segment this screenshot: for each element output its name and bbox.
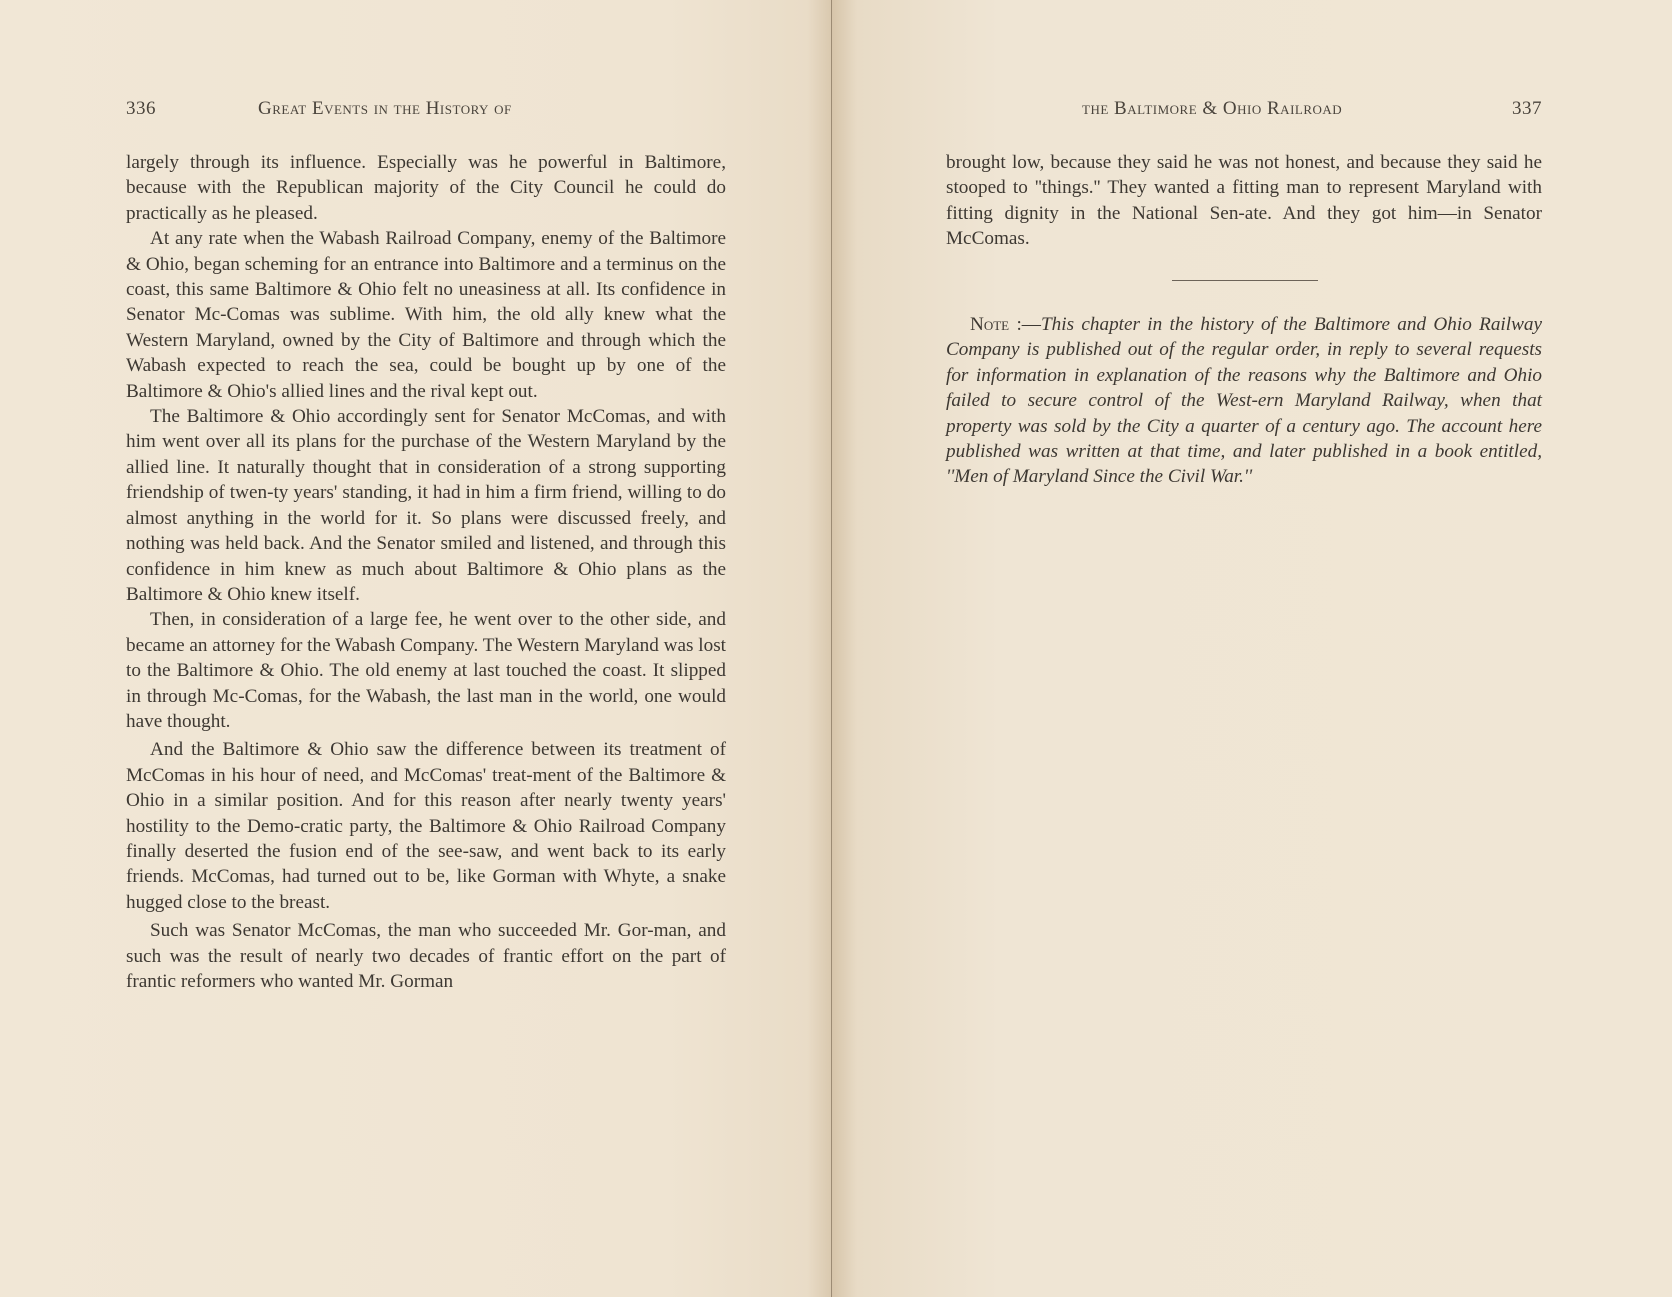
note-text: This chapter in the history of the Baltimore and Ohio Railway Company is published out of the regular order, in reply to several requests for information in explanation of the reasons why the Baltimore and Ohio failed to secure control of the West-ern Maryland Railway, when that property was sold by the City a quarter of a century ago. The account here published was written at that time, and later published in a book entitled, ''Men of Maryland Since the Civil War.'' bbox=[946, 314, 1542, 488]
paragraph: And the Baltimore & Ohio saw the difference between its treatment of McComas in his hour of need, and McComas' treat-ment of the Baltimore & Ohio in a similar position. And for this reason after nearly twenty years' hostility to the Demo-cratic party, the Baltimore & Ohio Railroad Company finally deserted the fusion end of the see-saw, and went back to its early friends. McComas, had turned out to be, like Gorman with Whyte, a snake hugged close to the breast. bbox=[126, 739, 726, 913]
left-body-text bbox=[126, 150, 726, 994]
paragraph: largely through its influence. Especially was he powerful in Baltimore, because with the Republican majority of the City Council he could do practically as he pleased. bbox=[126, 152, 726, 224]
editorial-note bbox=[946, 312, 1542, 490]
section-divider bbox=[1172, 280, 1318, 281]
left-page-number: 336 bbox=[126, 98, 156, 119]
paragraph: At any rate when the Wabash Railroad Company, enemy of the Baltimore & Ohio, began scheming for an entrance into Baltimore and a terminus on the coast, this same Baltimore & Ohio felt no uneasiness at all. Its confidence in Senator Mc-Comas was sublime. With him, the old ally knew what the Western Maryland, owned by the City of Baltimore and through which the Wabash expected to reach the sea, could be bought up by one of the Baltimore & Ohio's allied lines and the rival kept out. bbox=[126, 228, 726, 402]
note-label: Note :— bbox=[970, 314, 1041, 335]
paragraph: The Baltimore & Ohio accordingly sent for Senator McComas, and with him went over all its plans for the purchase of the Western Maryland by the allied line. It naturally thought that in consideration of a strong supporting friendship of twen-ty years' standing, it had in him a firm friend, willing to do almost anything in the world for it. So plans were discussed freely, and nothing was held back. And the Senator smiled and listened, and through this confidence in him knew as much about Baltimore & Ohio plans as the Baltimore & Ohio knew itself. bbox=[126, 406, 726, 605]
right-running-head bbox=[946, 98, 1542, 124]
right-body-text bbox=[946, 150, 1542, 252]
paragraph: Such was Senator McComas, the man who succeeded Mr. Gor-man, and such was the result of nearly two decades of frantic effort on the part of frantic reformers who wanted Mr. Gorman bbox=[126, 920, 726, 992]
left-running-title: Great Events in the History of bbox=[258, 98, 512, 119]
left-running-head bbox=[126, 98, 726, 124]
left-page bbox=[0, 0, 832, 1297]
paragraph: Then, in consideration of a large fee, he went over to the other side, and became an attorney for the Wabash Company. The Western Maryland was lost to the Baltimore & Ohio. The old enemy at last touched the coast. It slipped in through Mc-Comas, for the Wabash, the last man in the world, one would have thought. bbox=[126, 609, 726, 732]
right-running-title: the Baltimore & Ohio Railroad bbox=[1082, 98, 1343, 119]
paragraph: brought low, because they said he was not honest, and because they said he stooped to ''things.'' They wanted a fitting man to represent Maryland with fitting dignity in the National Sen-ate. And they got him—in Senator McComas. bbox=[946, 152, 1542, 250]
right-page-number: 337 bbox=[1512, 98, 1542, 119]
